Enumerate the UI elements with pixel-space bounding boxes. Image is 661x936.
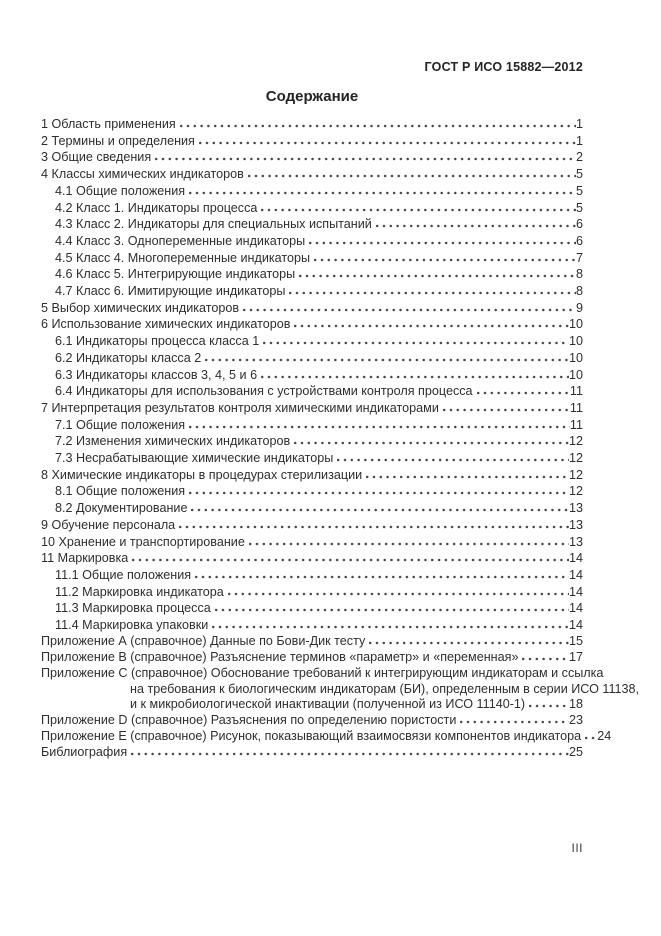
toc-entry-text: 9 Обучение персонала	[41, 517, 176, 532]
folio-page-number: III	[571, 841, 583, 855]
toc-page-number: 8	[575, 267, 583, 282]
toc-page-number: 12	[568, 451, 583, 466]
toc-entry-text: 3 Общие сведения	[41, 150, 152, 165]
toc-entry-line	[41, 116, 583, 133]
toc-entry-text: 11.4 Маркировка упаковки	[55, 618, 209, 633]
toc-page-number: 6	[575, 233, 583, 248]
toc-entry-line	[41, 600, 583, 617]
dot-leader	[180, 117, 576, 128]
toc-entry-line	[41, 697, 583, 713]
toc-page-number: 10	[568, 317, 583, 332]
toc-entry-text: Приложение А (справочное) Данные по Бови-Дик тесту	[41, 633, 366, 648]
toc-entry-text: 1 Область применения	[41, 117, 176, 131]
toc-page-number: 13	[568, 517, 583, 532]
toc-page-number: 9	[575, 300, 583, 315]
toc-entry-line	[41, 617, 583, 634]
toc-page-number: 24	[597, 729, 612, 744]
toc-entry-line	[41, 266, 583, 283]
toc-entry-text: 6.4 Индикаторы для использования с устройствами контроля процесса	[55, 384, 473, 399]
toc-entry-text: 4 Классы химических индикаторов	[41, 167, 244, 182]
toc-entry-text: 4.2 Класс 1. Индикаторы процесса	[55, 200, 258, 215]
toc-entry-line	[41, 467, 583, 484]
dot-leader	[294, 434, 569, 445]
toc-entry-text: 2 Термины и определения	[41, 133, 195, 148]
toc-entry-text: и к микробиологической инактивации (полученной из ИСО 11140-1)	[130, 697, 526, 712]
toc-entry-line	[41, 433, 583, 450]
dot-leader	[261, 368, 569, 379]
dot-leader	[314, 251, 576, 262]
toc-entry-line	[41, 350, 583, 367]
dot-leader	[309, 234, 576, 245]
document-number: ГОСТ Р ИСО 15882—2012	[424, 60, 583, 74]
dot-leader	[248, 167, 576, 178]
dot-leader	[131, 745, 569, 756]
toc-page-number: 14	[568, 567, 583, 582]
toc-entry-text: 4.4 Класс 3. Однопеременные индикаторы	[55, 233, 306, 248]
toc-entry-line	[41, 483, 583, 500]
toc-entry-line	[41, 713, 583, 729]
toc-title: Содержание	[265, 88, 359, 105]
toc-entry-line	[41, 200, 583, 217]
toc-page-number: 23	[568, 713, 583, 728]
toc-entry-text: 6.3 Индикаторы классов 3, 4, 5 и 6	[55, 367, 258, 382]
toc-page-number: 18	[568, 697, 583, 712]
toc-page-number: 12	[568, 434, 583, 449]
toc-page-number: 14	[568, 551, 583, 566]
toc-page-number: 1	[575, 117, 583, 131]
toc-entry-line	[41, 183, 583, 200]
toc-entry-text: 6.1 Индикаторы процесса класса 1	[55, 334, 260, 349]
toc-entry-line	[41, 729, 612, 745]
toc-page-number: 5	[575, 183, 583, 198]
toc-page-number: 10	[568, 350, 583, 365]
dot-leader	[189, 184, 576, 195]
toc-entry-line	[41, 400, 583, 417]
toc-page-number: 8	[575, 284, 583, 299]
toc-entry-line	[41, 567, 583, 584]
dot-leader	[366, 468, 569, 479]
toc-entry-text: 8.1 Общие положения	[55, 484, 186, 499]
toc-entry-text: 11 Маркировка	[41, 551, 129, 566]
toc-entry-line	[41, 665, 604, 682]
toc-page-number: 6	[575, 217, 583, 232]
toc-entry-text: Приложение В (справочное) Разъяснение терминов «параметр» и «переменная»	[41, 649, 519, 664]
toc-entry-line	[41, 300, 583, 317]
toc-page-number: 11	[569, 417, 583, 432]
toc-entry-line	[41, 166, 583, 183]
toc-entry-text: 4.1 Общие положения	[55, 183, 186, 198]
dot-leader	[215, 601, 569, 612]
toc-entry-line	[41, 133, 583, 150]
dot-leader	[263, 334, 569, 345]
toc-page-number: 5	[575, 200, 583, 215]
toc-entry-line	[41, 517, 583, 534]
dot-leader	[369, 634, 569, 645]
dot-leader	[189, 484, 569, 495]
toc-page-number: 13	[568, 501, 583, 516]
dot-leader	[299, 267, 576, 278]
toc-entry-text: 4.6 Класс 5. Интегрирующие индикаторы	[55, 267, 296, 282]
toc-page-number: 15	[568, 633, 583, 648]
toc-entry-line	[41, 233, 583, 250]
toc-entry-line	[41, 383, 583, 400]
dot-leader	[289, 284, 576, 295]
toc-entry-line	[41, 534, 583, 551]
toc-entry-line	[41, 634, 583, 650]
toc-entry-line	[41, 584, 583, 601]
dot-leader	[228, 585, 569, 596]
dot-leader	[376, 217, 576, 228]
toc-entry-line	[41, 367, 583, 384]
toc-page-number: 2	[575, 150, 583, 165]
toc-entry-line	[41, 283, 583, 300]
dot-leader	[443, 401, 570, 412]
dot-leader	[460, 713, 569, 724]
dot-leader	[179, 518, 569, 529]
dot-leader	[585, 729, 597, 740]
toc-entry-line	[41, 500, 583, 517]
toc-entry-text: 11.1 Общие положения	[55, 567, 192, 582]
toc-entry-line	[41, 550, 583, 567]
toc-page-number: 7	[575, 250, 583, 265]
toc-page-number: 14	[568, 584, 583, 599]
dot-leader	[522, 650, 569, 661]
dot-leader	[294, 317, 569, 328]
toc-entry-text: 4.3 Класс 2. Индикаторы для специальных испытаний	[55, 217, 372, 232]
toc-entry-line	[41, 316, 583, 333]
toc-page-number: 12	[568, 467, 583, 482]
toc-entry-text: 11.3 Маркировка процесса	[55, 601, 211, 616]
toc-entry-text: 8.2 Документирование	[55, 501, 188, 516]
toc-entry-text: 7 Интерпретация результатов контроля химическими индикаторами	[41, 400, 439, 415]
dot-leader	[205, 351, 569, 362]
dot-leader	[191, 501, 569, 512]
toc-page-number: 10	[568, 367, 583, 382]
toc-entry-text: Приложение E (справочное) Рисунок, показывающий взаимосвязи компонентов индикатора	[41, 729, 582, 744]
toc-page-number: 11	[569, 384, 583, 399]
toc-entry-text: 6 Использование химических индикаторов	[41, 317, 291, 332]
toc-entry-line	[41, 681, 640, 698]
toc-entry-text: Приложение С (справочное) Обоснование требований к интегрирующим индикаторам и ссылка	[41, 665, 604, 680]
dot-leader	[189, 418, 570, 429]
toc-page-number: 12	[568, 484, 583, 499]
toc-page-number: 5	[575, 167, 583, 182]
toc-entry-text: 11.2 Маркировка индикатора	[55, 584, 224, 599]
dot-leader	[199, 134, 576, 145]
toc-entry-text: 4.5 Класс 4. Многопеременные индикаторы	[55, 250, 311, 265]
dot-leader	[337, 451, 569, 462]
toc-entry-text: на требования к биологическим индикаторам (БИ), определенным в серии ИСО 11138,	[130, 681, 640, 696]
dot-leader	[155, 150, 576, 161]
dot-leader	[249, 535, 569, 546]
dot-leader	[243, 301, 576, 312]
toc-page-number: 14	[568, 601, 583, 616]
toc-page-number: 25	[568, 745, 583, 760]
toc-entry-text: 10 Хранение и транспортирование	[41, 534, 245, 549]
toc-entry-text: 7.3 Несрабатывающие химические индикаторы	[55, 451, 334, 466]
toc-page-number: 10	[568, 334, 583, 349]
dot-leader	[529, 697, 569, 708]
dot-leader	[477, 384, 570, 395]
dot-leader	[261, 201, 576, 212]
toc-page-number: 1	[575, 133, 583, 148]
dot-leader	[212, 618, 569, 629]
toc-entry-text: 4.7 Класс 6. Имитирующие индикаторы	[55, 284, 286, 299]
toc-entry-text: Библиография	[41, 745, 128, 760]
toc-list	[41, 116, 640, 761]
toc-entry-line	[41, 216, 583, 233]
dot-leader	[195, 568, 569, 579]
toc-entry-line	[41, 250, 583, 267]
toc-entry-line	[41, 333, 583, 350]
toc-page-number: 11	[569, 400, 583, 415]
toc-entry-line	[41, 650, 583, 666]
toc-entry-text: 7.2 Изменения химических индикаторов	[55, 434, 291, 449]
dot-leader	[132, 551, 569, 562]
toc-page-number: 14	[568, 618, 583, 633]
toc-entry-text: 8 Химические индикаторы в процедурах стерилизации	[41, 467, 363, 482]
toc-entry-text: 7.1 Общие положения	[55, 417, 186, 432]
toc-entry-text: Приложение D (справочное) Разъяснения по определению пористости	[41, 713, 457, 728]
toc-entry-line	[41, 417, 583, 434]
toc-entry-text: 6.2 Индикаторы класса 2	[55, 350, 202, 365]
toc-page-number: 17	[568, 649, 583, 664]
toc-entry-line	[41, 450, 583, 467]
toc-entry-text: 5 Выбор химических индикаторов	[41, 300, 240, 315]
toc-entry-line	[41, 149, 583, 166]
toc-entry-line	[41, 745, 583, 761]
toc-page-number: 13	[568, 534, 583, 549]
